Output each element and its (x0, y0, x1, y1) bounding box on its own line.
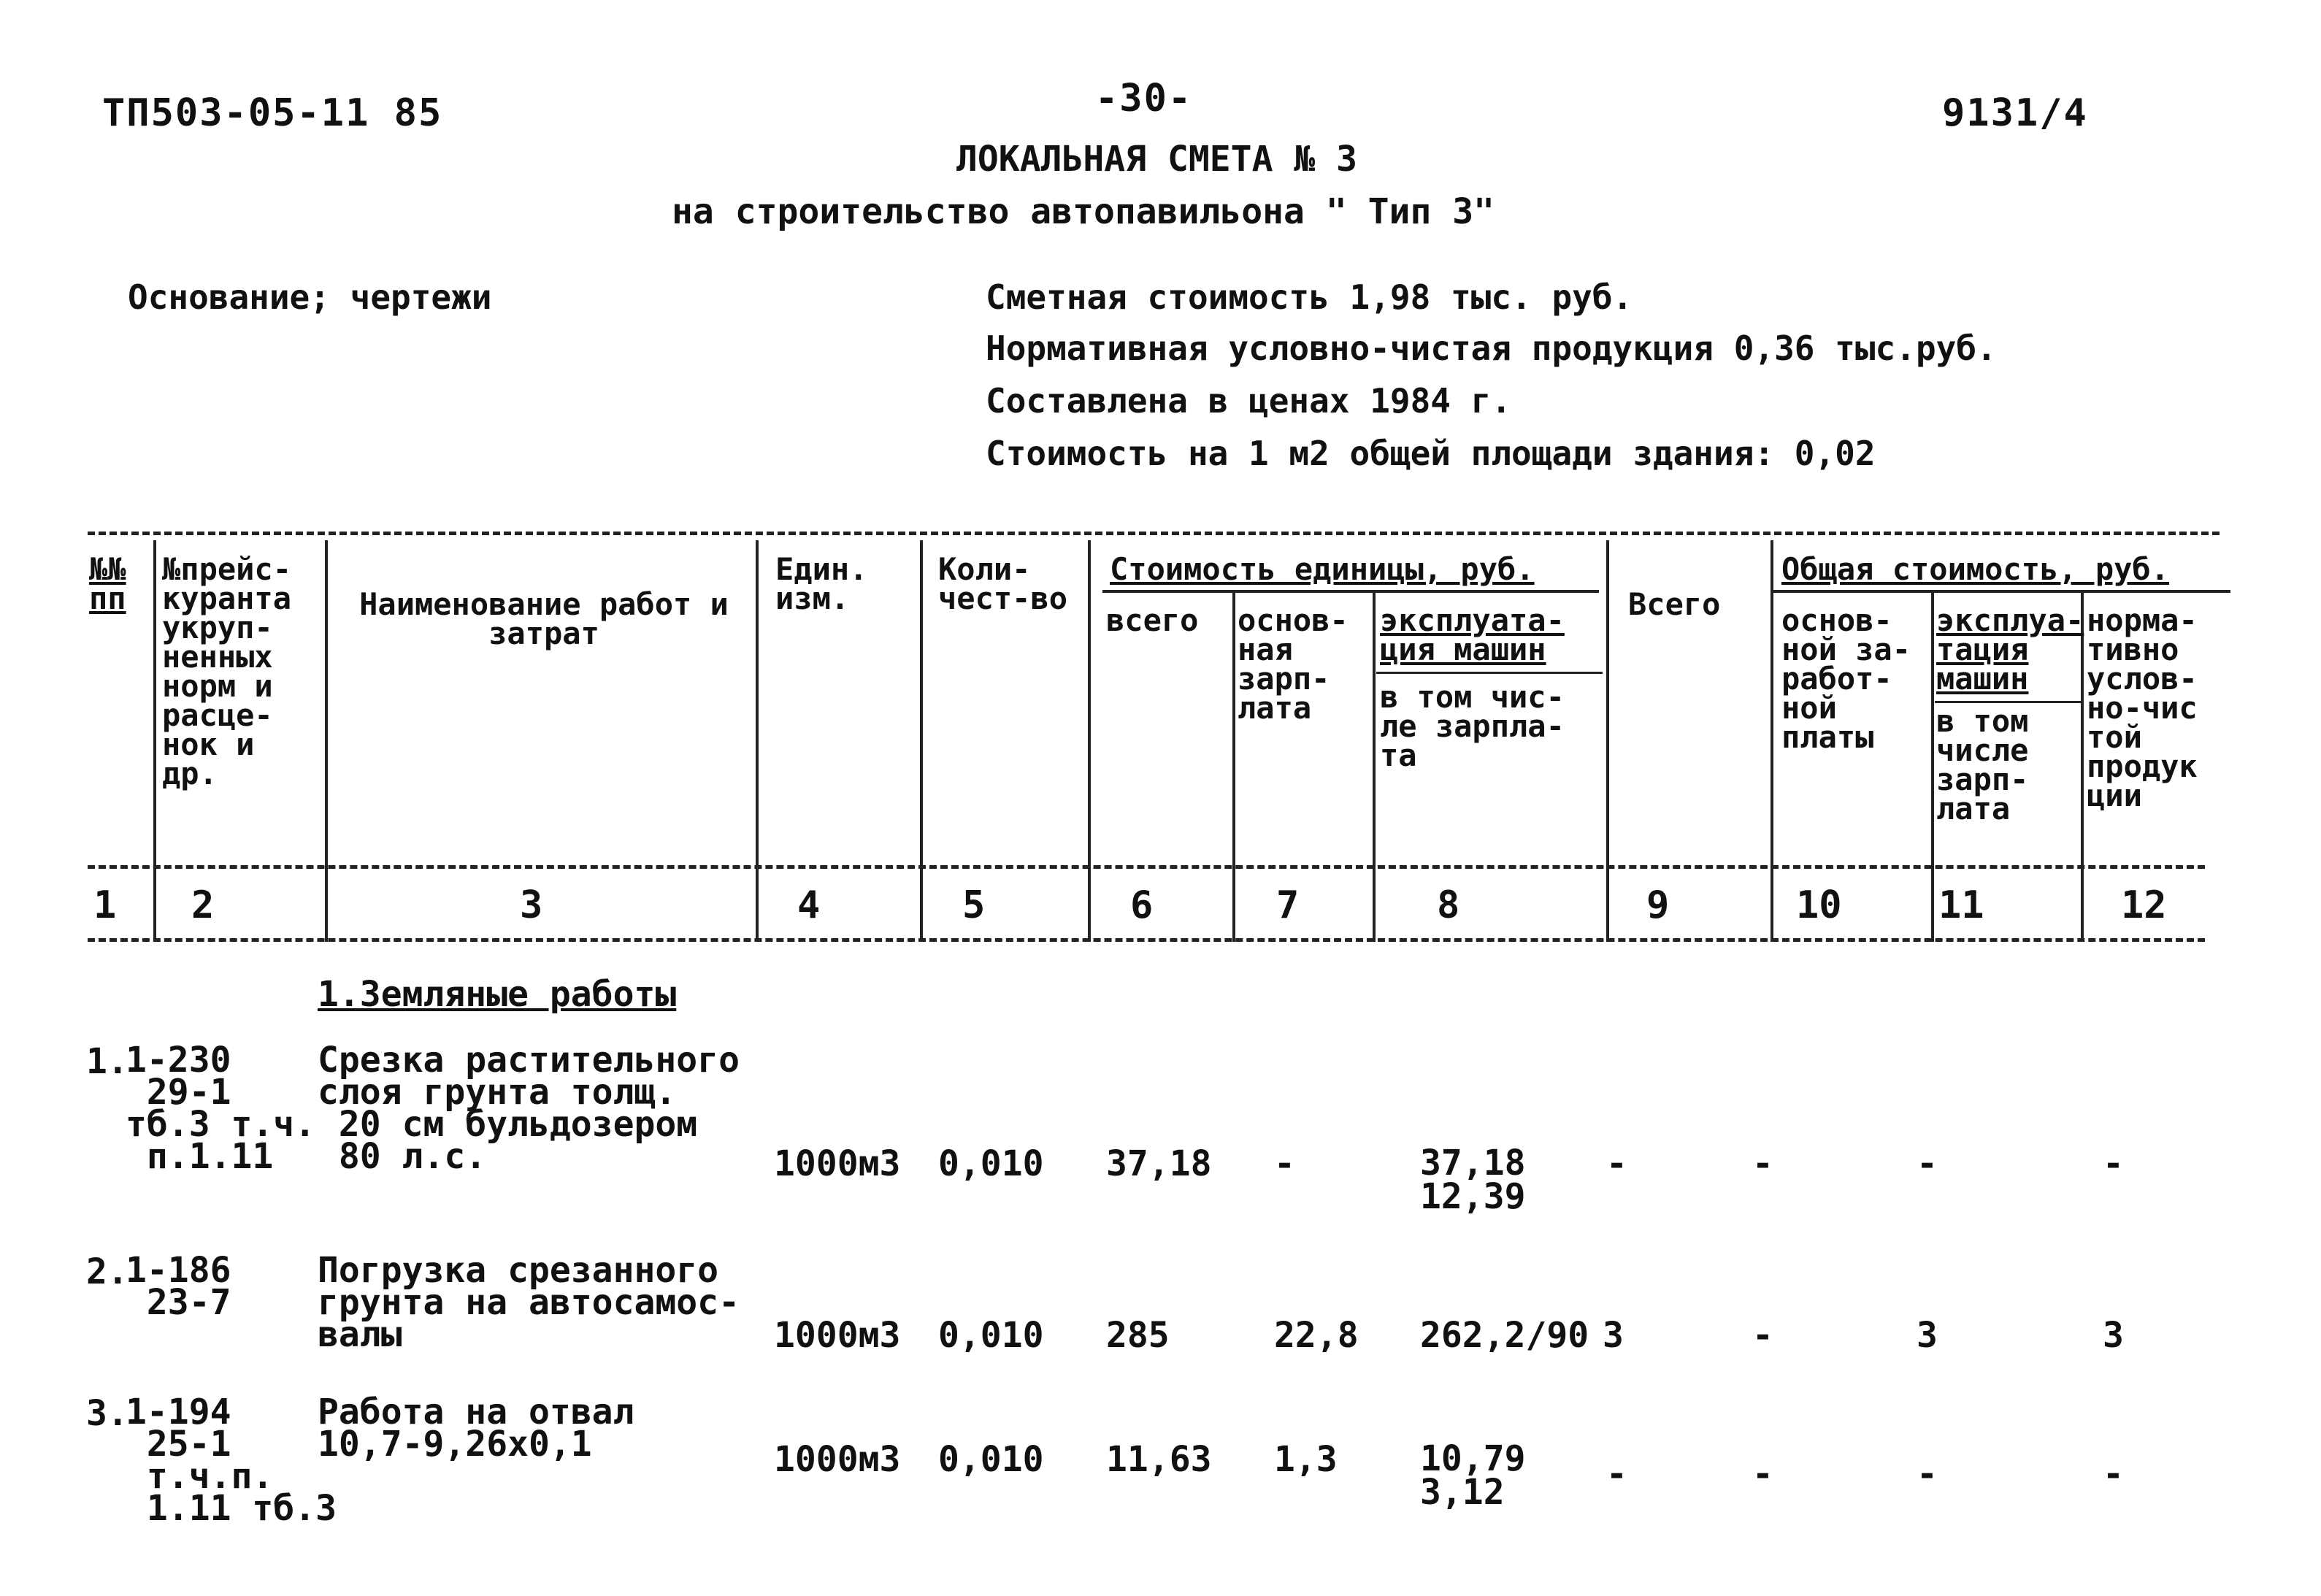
column-divider (1373, 593, 1376, 942)
header-unit-wage: основ-ная зарп-лата (1238, 602, 1349, 726)
header-unit-machines-wage: в том чис-ле зарпла-та (1380, 679, 1565, 773)
basis-text: Основание; чертежи (128, 277, 492, 317)
sub-header-divider (1376, 672, 1603, 674)
row-unit-wage: 22,8 (1274, 1315, 1359, 1356)
cost-per-m2: Стоимость на 1 м2 общей площади здания: 0,02 (986, 434, 1876, 473)
row-normative-product: 3 (2103, 1315, 2124, 1356)
header-total-cost-group: Общая стоимость, руб. (1781, 551, 2170, 587)
row-unit-total: 37,18 (1106, 1143, 1212, 1184)
row-quantity: 0,010 (938, 1315, 1044, 1356)
header-total-machines-wage: в том числе зарп-лата (1936, 703, 2029, 826)
row-unit: 1000м3 (774, 1143, 901, 1184)
table-top-border (88, 532, 2220, 535)
column-divider (1606, 540, 1609, 942)
header-total: Всего (1628, 586, 1721, 622)
row-total-wage: - (1752, 1315, 1773, 1356)
page-number: -30- (1095, 77, 1193, 120)
section-title: 1.Земляные работы (318, 974, 677, 1015)
column-number: 7 (1276, 883, 1300, 927)
column-numbers-bottom-border (88, 938, 2205, 942)
row-total: - (1606, 1454, 1627, 1495)
column-number: 11 (1938, 883, 1984, 927)
row-unit-machines: 262,2/90 (1420, 1315, 1589, 1356)
estimated-cost: Сметная стоимость 1,98 тыс. руб. (986, 277, 1633, 317)
row-number: 2. (86, 1251, 128, 1292)
row-price-code: 1-194 25-1 т.ч.п. 1.11 тб.3 (126, 1392, 337, 1529)
header-quantity: Коли-чест-во (938, 551, 1068, 616)
row-work-name: Работа на отвал 10,7-9,26х0,1 (318, 1392, 634, 1465)
header-unit-cost-group: Стоимость единицы, руб. (1110, 551, 1535, 587)
estimate-subtitle: на строительство автопавильона " Тип 3" (672, 191, 1495, 232)
header-row-number: №№ пп (89, 551, 126, 616)
row-total-wage: - (1752, 1454, 1773, 1495)
column-divider (1232, 593, 1235, 942)
row-work-name: Погрузка срезанного грунта на автосамос- валы (318, 1250, 740, 1355)
row-total-machines: 3 (1917, 1315, 1938, 1356)
column-divider (920, 540, 923, 942)
column-number: 4 (797, 883, 821, 927)
column-divider (325, 540, 328, 942)
row-number: 3. (86, 1393, 128, 1434)
column-divider (1088, 540, 1091, 942)
row-unit-total: 285 (1106, 1315, 1170, 1356)
row-quantity: 0,010 (938, 1439, 1044, 1480)
column-number: 2 (191, 883, 215, 927)
unit-cost-group-underline (1102, 590, 1599, 593)
column-divider (2081, 593, 2084, 942)
header-unit-machines: эксплуата-ция машин (1380, 602, 1565, 667)
row-total-wage: - (1752, 1143, 1773, 1184)
row-work-name: Срезка растительного слоя грунта толщ. 20 см бульдозером 80 л.с. (318, 1040, 740, 1177)
column-number: 9 (1646, 883, 1670, 927)
document-code: ТП503-05-11 85 (102, 91, 443, 135)
row-total: - (1606, 1143, 1627, 1184)
header-unit: Един. изм. (775, 551, 868, 616)
header-work-name: Наименование работ и затрат (359, 586, 729, 651)
row-price-code: 1-186 23-7 (126, 1250, 231, 1323)
column-number: 12 (2121, 883, 2167, 927)
row-unit: 1000м3 (774, 1315, 901, 1356)
header-price-list-number: №прейс-куранта укруп-ненных норм и расце-нок и др. (162, 551, 292, 791)
row-normative-product: - (2103, 1143, 2124, 1184)
row-unit-total: 11,63 (1106, 1439, 1212, 1480)
column-divider (1931, 593, 1934, 942)
header-total-wage: основ-ной за-работ-ной платы (1781, 602, 1911, 755)
total-cost-group-underline (1771, 590, 2230, 593)
row-unit-wage: 1,3 (1274, 1439, 1338, 1480)
header-unit-total: всего (1106, 602, 1199, 638)
row-unit-wage: - (1274, 1143, 1295, 1184)
row-normative-product: - (2103, 1454, 2124, 1495)
column-divider (1771, 540, 1773, 942)
column-number: 10 (1796, 883, 1842, 927)
column-number: 3 (520, 883, 543, 927)
column-number: 8 (1437, 883, 1460, 927)
row-total: 3 (1603, 1315, 1624, 1356)
header-bottom-border (88, 865, 2205, 869)
price-basis: Составлена в ценах 1984 г. (986, 381, 1512, 421)
row-total-machines: - (1917, 1143, 1938, 1184)
row-price-code: 1-230 29-1 тб.3 т.ч. п.1.11 (126, 1040, 316, 1177)
column-number: 5 (962, 883, 986, 927)
column-divider (756, 540, 759, 942)
header-total-machines: эксплуа-тация машин (1936, 602, 2084, 697)
row-number: 1. (86, 1041, 128, 1082)
column-number: 1 (93, 883, 117, 927)
column-divider (153, 540, 156, 942)
inventory-number: 9131/4 (1942, 91, 2088, 135)
row-quantity: 0,010 (938, 1143, 1044, 1184)
header-normative-product: норма-тивно услов-но-чис той продук ции (2087, 602, 2198, 813)
row-unit-machines: 10,79 3,12 (1420, 1438, 1526, 1513)
normative-product: Нормативная условно-чистая продукция 0,36 тыс.руб. (986, 329, 1997, 368)
estimate-title: ЛОКАЛЬНАЯ СМЕТА № 3 (956, 139, 1358, 180)
row-unit: 1000м3 (774, 1439, 901, 1480)
row-total-machines: - (1917, 1454, 1938, 1495)
column-number: 6 (1130, 883, 1154, 927)
row-unit-machines: 37,18 12,39 (1420, 1143, 1526, 1217)
